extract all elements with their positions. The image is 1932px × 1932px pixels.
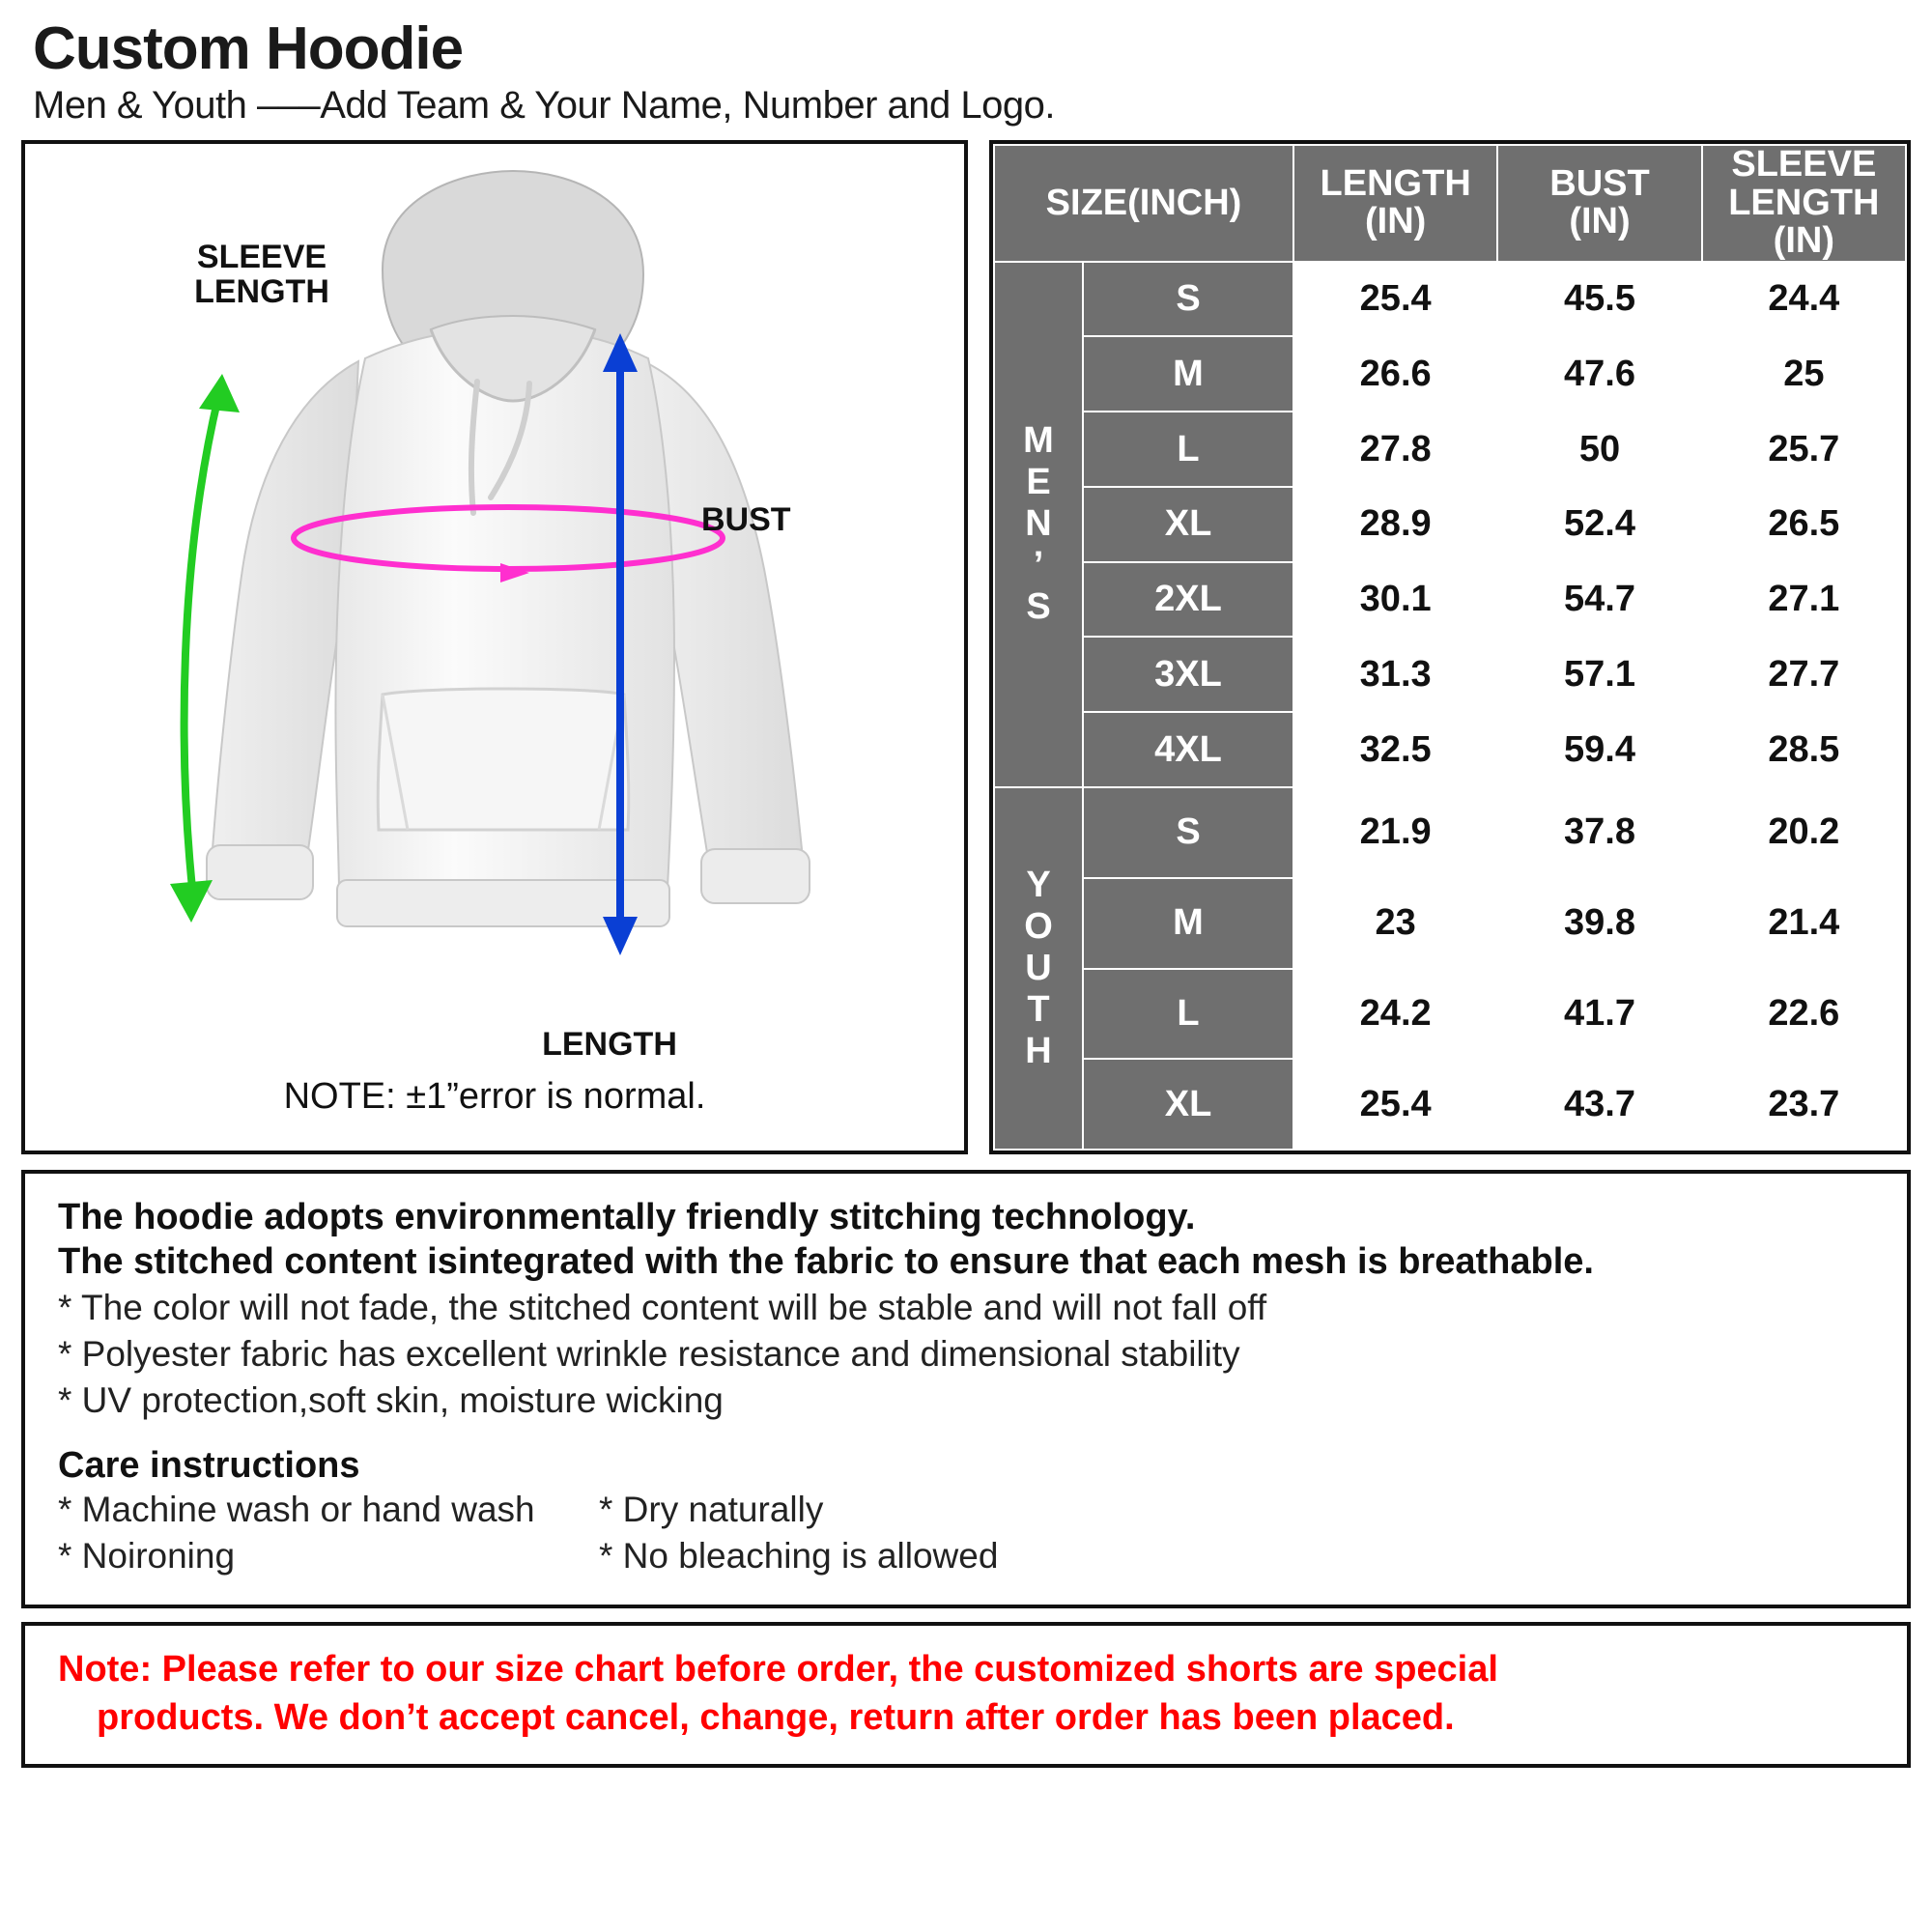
table-row [994,262,1906,337]
length-cell: 25.4 [1293,262,1497,337]
table-row [994,336,1906,412]
info-strong-line1: The hoodie adopts environmentally friendly stitching technology. [58,1197,1196,1238]
size-table [993,144,1907,1151]
size-cell: 2XL [1083,562,1293,638]
size-cell: S [1083,787,1293,878]
order-policy-note [58,1645,1878,1742]
table-row [994,787,1906,878]
size-cell: L [1083,969,1293,1060]
length-cell: 32.5 [1293,712,1497,787]
length-label: LENGTH [542,1026,677,1064]
bust-cell: 41.7 [1497,969,1701,1060]
info-bullet-1: * The color will not fade, the stitched content will be stable and will not fall off [58,1287,1267,1327]
group-label-mens-text: MEN’S [1018,420,1059,629]
group-label-youth [994,787,1083,1150]
length-cell: 23 [1293,878,1497,969]
diagram-note: NOTE: ±1”error is normal. [283,1076,706,1118]
length-cell: 26.6 [1293,336,1497,412]
bust-cell: 50 [1497,412,1701,487]
table-header-row [994,145,1906,262]
care-left-1: * Machine wash or hand wash [58,1490,535,1530]
size-table-container [989,140,1911,1154]
page-subtitle: Men & Youth –––Add Team & Your Name, Number and Logo. [33,84,1055,128]
header-size: SIZE(INCH) [994,145,1293,262]
header-sleeve-line3: (IN) [1773,220,1834,262]
length-cell: 27.8 [1293,412,1497,487]
header-sleeve-line2: LENGTH [1728,182,1880,223]
care-column-right [599,1487,998,1579]
bust-cell: 39.8 [1497,878,1701,969]
bust-cell: 57.1 [1497,637,1701,712]
table-row [994,969,1906,1060]
care-instructions-grid [58,1487,1874,1579]
group-label-mens [994,262,1083,787]
sleeve-length-label-line1: SLEEVE [196,239,327,276]
header-length-line1: LENGTH [1320,162,1471,204]
sleeve-cell: 28.5 [1702,712,1906,787]
bust-label: BUST [701,501,791,539]
table-row [994,487,1906,562]
length-cell: 30.1 [1293,562,1497,638]
bust-cell: 47.6 [1497,336,1701,412]
table-row [994,878,1906,969]
care-instructions-title: Care instructions [58,1445,360,1487]
sleeve-cell: 25 [1702,336,1906,412]
order-policy-note-line2: products. We don’t accept cancel, change, return after order has been placed. [97,1697,1455,1739]
measurement-diagram [21,140,968,1154]
table-row [994,637,1906,712]
header-bust-line1: BUST [1549,162,1650,204]
length-cell: 21.9 [1293,787,1497,878]
table-row [994,712,1906,787]
header-sleeve-line1: SLEEVE [1731,144,1877,185]
sleeve-cell: 20.2 [1702,787,1906,878]
size-cell: S [1083,262,1293,337]
order-policy-note-line1: Note: Please refer to our size chart before order, the customized shorts are special [58,1649,1498,1690]
size-cell: XL [1083,487,1293,562]
length-cell: 28.9 [1293,487,1497,562]
product-info-box [21,1170,1911,1608]
sleeve-cell: 24.4 [1702,262,1906,337]
bust-cell: 54.7 [1497,562,1701,638]
size-cell: 4XL [1083,712,1293,787]
sleeve-cell: 22.6 [1702,969,1906,1060]
table-row [994,1059,1906,1150]
header-bust [1497,145,1701,262]
info-bullet-3: * UV protection,soft skin, moisture wicking [58,1380,724,1420]
sleeve-cell: 23.7 [1702,1059,1906,1150]
sleeve-cell: 21.4 [1702,878,1906,969]
length-cell: 25.4 [1293,1059,1497,1150]
header-sleeve-length [1702,145,1906,262]
bust-cell: 45.5 [1497,262,1701,337]
care-right-1: * Dry naturally [599,1490,824,1530]
size-cell: L [1083,412,1293,487]
info-strong-line2: The stitched content isintegrated with the fabric to ensure that each mesh is breathable. [58,1241,1594,1283]
sleeve-cell: 27.1 [1702,562,1906,638]
sleeve-length-label-line2: LENGTH [194,272,329,310]
header-length [1293,145,1497,262]
info-bullet-2: * Polyester fabric has excellent wrinkle resistance and dimensional stability [58,1333,1240,1374]
size-cell: M [1083,878,1293,969]
care-right-2: * No bleaching is allowed [599,1536,999,1577]
table-row [994,412,1906,487]
length-cell: 31.3 [1293,637,1497,712]
sleeve-cell: 27.7 [1702,637,1906,712]
size-cell: M [1083,336,1293,412]
sleeve-cell: 25.7 [1702,412,1906,487]
sleeve-cell: 26.5 [1702,487,1906,562]
sleeve-length-label [170,241,354,309]
page-title: Custom Hoodie [33,15,464,82]
order-policy-note-box [21,1622,1911,1767]
size-cell: XL [1083,1059,1293,1150]
group-label-youth-text: YOUTH [1018,865,1059,1073]
care-column-left [58,1487,599,1579]
bust-cell: 43.7 [1497,1059,1701,1150]
bust-cell: 52.4 [1497,487,1701,562]
header-length-line2: (IN) [1365,201,1427,242]
size-cell: 3XL [1083,637,1293,712]
bust-cell: 37.8 [1497,787,1701,878]
header-bust-line2: (IN) [1569,201,1631,242]
length-cell: 24.2 [1293,969,1497,1060]
care-left-2: * Noironing [58,1536,236,1577]
diagram-and-table-row [21,140,1911,1154]
table-row [994,562,1906,638]
bust-cell: 59.4 [1497,712,1701,787]
